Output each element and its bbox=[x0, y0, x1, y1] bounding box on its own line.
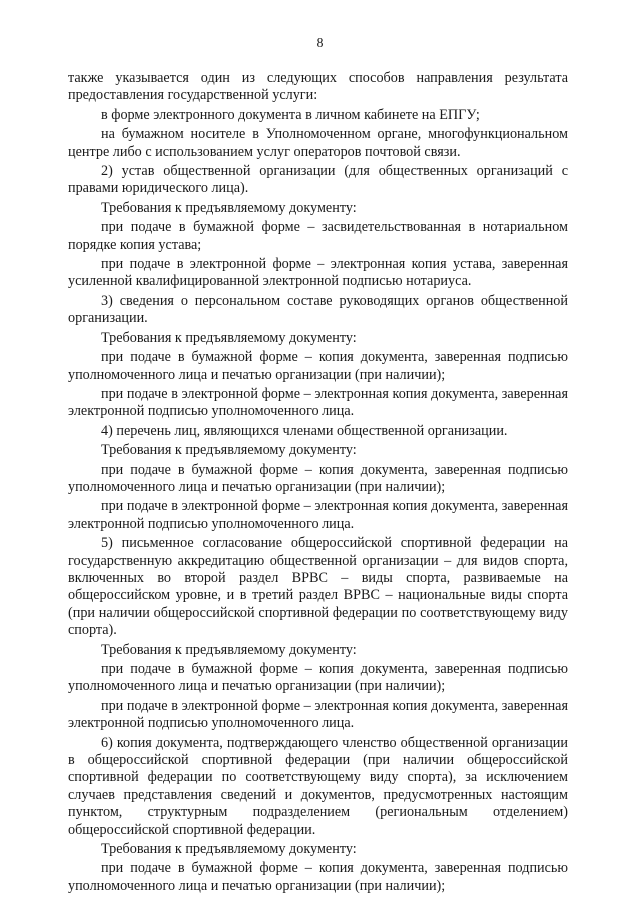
paragraph: Требования к предъявляемому документу: bbox=[101, 641, 357, 658]
paragraph: Требования к предъявляемому документу: bbox=[101, 199, 357, 216]
paragraph: при подаче в бумажной форме – копия документа, заверенная подписью уполномоченного лица и печатью организации (при наличии); bbox=[68, 461, 568, 495]
paragraph: при подаче в электронной форме – электронная копия документа, заверенная электронной подписью уполномоченного лица. bbox=[68, 697, 568, 732]
paragraph: при подаче в бумажной форме – копия документа, заверенная подписью уполномоченного лица и печатью организации (при наличии); bbox=[68, 860, 568, 894]
paragraph: Требования к предъявляемому документу: bbox=[101, 329, 357, 346]
paragraph: также указывается один из следующих способов направления результата предоставления государственной услуги: bbox=[68, 70, 568, 104]
paragraph: 3) сведения о персональном составе руководящих органов общественной организации. bbox=[68, 292, 568, 327]
paragraph: при подаче в бумажной форме – копия документа, заверенная подписью уполномоченного лица и печатью организации (при наличии); bbox=[68, 349, 568, 383]
paragraph: 5) письменное согласование общероссийской спортивной федерации на государственную аккредитацию общественной организации – для видов спорта, включенных во второй раздел ВРВС – виды спорта, развиваемые на общероссийском уровне, и в третий раздел ВРВС – национальные виды спорта (при наличии общероссийской спортивной федерации по соответствующему виду спорта). bbox=[68, 535, 568, 639]
paragraph: при подаче в электронной форме – электронная копия устава, заверенная усиленной квалифицированной электронной подписью нотариуса. bbox=[68, 256, 568, 290]
paragraph: Требования к предъявляемому документу: bbox=[101, 841, 357, 858]
document-body bbox=[68, 70, 568, 897]
paragraph: Требования к предъявляемому документу: bbox=[101, 442, 357, 459]
paragraph: 2) устав общественной организации (для общественных организаций с правами юридического лица). bbox=[68, 163, 568, 197]
paragraph: на бумажном носителе в Уполномоченном органе, многофункциональном центре либо с использованием услуг операторов почтовой связи. bbox=[68, 126, 568, 160]
page-number: 8 bbox=[316, 36, 324, 51]
paragraph: при подаче в бумажной форме – засвидетельствованная в нотариальном порядке копия устава; bbox=[68, 219, 568, 253]
paragraph: 4) перечень лиц, являющихся членами общественной организации. bbox=[101, 422, 508, 439]
paragraph: при подаче в электронной форме – электронная копия документа, заверенная электронной подписью уполномоченного лица. bbox=[68, 385, 568, 420]
paragraph: при подаче в электронной форме – электронная копия документа, заверенная электронной подписью уполномоченного лица. bbox=[68, 498, 568, 532]
paragraph: при подаче в бумажной форме – копия документа, заверенная подписью уполномоченного лица и печатью организации (при наличии); bbox=[68, 661, 568, 695]
paragraph: 6) копия документа, подтверждающего членство общественной организации в общероссийской спортивной федерации (при наличии общероссийской спортивной федерации по соответствующему виду спорта), за исключением случаев представления сведений и документов, предусмотренных настоящим пунктом, структурным подразделением (региональным отделением) общероссийской спортивной федерации. bbox=[68, 734, 568, 838]
paragraph: в форме электронного документа в личном кабинете на ЕПГУ; bbox=[101, 106, 480, 123]
